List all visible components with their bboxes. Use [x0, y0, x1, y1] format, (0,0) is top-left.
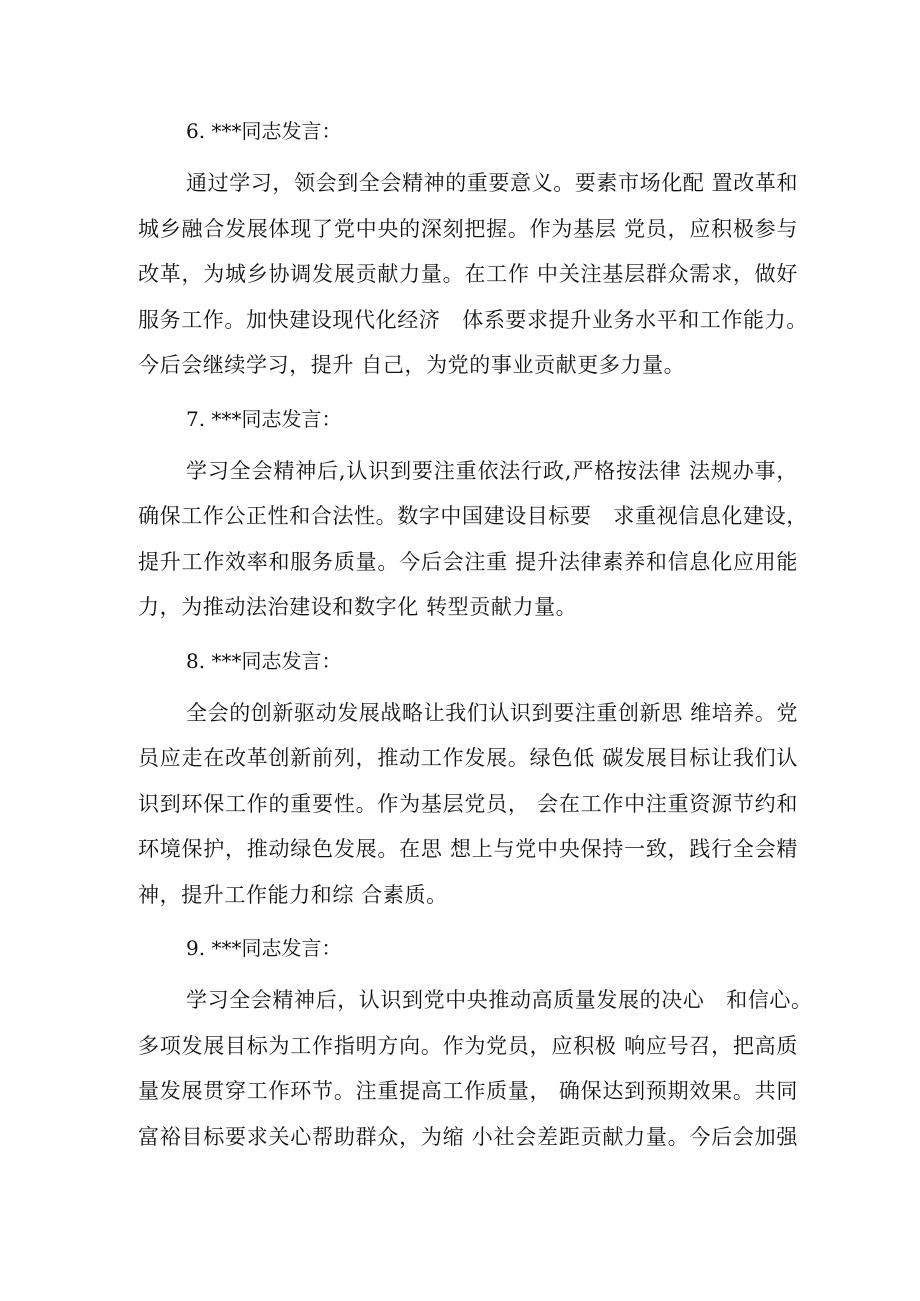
- speech-paragraph: [138, 449, 808, 631]
- document-body: [138, 114, 813, 1173]
- paragraph-line: 力，为推动法治建设和数字化 转型贡献力量。: [138, 595, 578, 619]
- paragraph-line: 提升工作效率和服务质量。今后会注重 提升法律素养和信息化应用能: [138, 549, 798, 574]
- speaker-heading: 8. ***同志发言：: [186, 648, 342, 673]
- speech-paragraph: [138, 161, 808, 389]
- paragraph-line: 服务工作。加快建设现代化经济 体系要求提升业务水平和工作能力。: [138, 307, 808, 332]
- speaker-heading: 9. ***同志发言：: [186, 936, 342, 960]
- paragraph-line: 今后会继续学习，提升 自己，为党的事业贡献更多力量。: [138, 353, 686, 377]
- paragraph-line: 城乡融合发展体现了党中央的深刻把握。作为基层 党员，应积极参与: [138, 216, 798, 241]
- speech-paragraph: [138, 978, 813, 1160]
- speaker-heading: 7. ***同志发言：: [186, 406, 342, 431]
- paragraph-line: 全会的创新驱动发展战略让我们认识到要注重创新思 维培养。党: [186, 700, 799, 725]
- speech-paragraph: [138, 691, 798, 919]
- speaker-heading: 6. ***同志发言：: [186, 119, 342, 143]
- paragraph-line: 识到环保工作的重要性。作为基层党员， 会在工作中注重资源节约和: [138, 791, 798, 816]
- paragraph-line: 环境保护，推动绿色发展。在思 想上与党中央保持一致，践行全会精: [138, 837, 798, 861]
- paragraph-line: 学习全会精神后,认识到要注重依法行政,严格按法律 法规办事，: [186, 458, 798, 483]
- paragraph-line: 神，提升工作能力和综 合素质。: [138, 882, 448, 907]
- paragraph-line: 确保工作公正性和合法性。数字中国建设目标要 求重视信息化建设，: [138, 504, 808, 528]
- paragraph-line: 通过学习，领会到全会精神的重要意义。要素市场化配 置改革和: [186, 171, 799, 195]
- paragraph-line: 量发展贯穿工作环节。注重提高工作质量， 确保达到预期效果。共同: [138, 1079, 798, 1103]
- paragraph-line: 富裕目标要求关心帮助群众，为缩 小社会差距贡献力量。今后会加强: [138, 1124, 798, 1149]
- paragraph-line: 学习全会精神后，认识到党中央推动高质量发展的决心 和信心。: [186, 988, 813, 1012]
- paragraph-line: 改革，为城乡协调发展贡献力量。在工作 中关注基层群众需求，做好: [138, 262, 798, 286]
- paragraph-line: 多项发展目标为工作指明方向。作为党员，应积极 响应号召，把高质: [138, 1033, 798, 1058]
- paragraph-line: 员应走在改革创新前列，推动工作发展。绿色低 碳发展目标让我们认: [138, 746, 798, 770]
